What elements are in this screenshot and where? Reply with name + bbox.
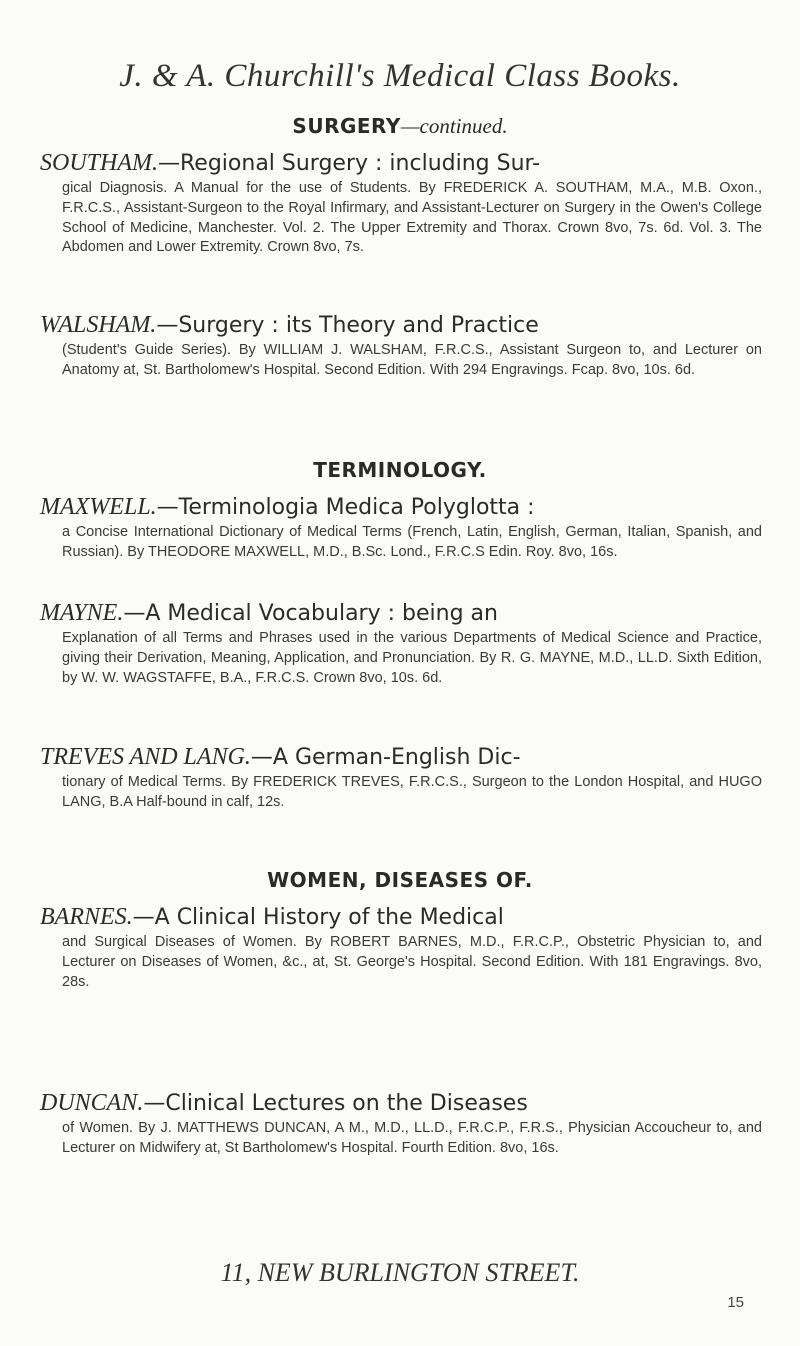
entry-title: —Surgery : its Theory and Practice xyxy=(156,313,539,338)
entry-mayne xyxy=(40,598,762,688)
entry-title: —Terminologia Medica Polyglotta : xyxy=(156,495,535,520)
entry-description: gical Diagnosis. A Manual for the use of Students. By FREDERICK A. SOUTHAM, M.A., M.B. Oxon., F.R.C.S., Assistant-Surgeon to the Royal Infirmary, and Assistant-Lecturer on Surgery in the Owen's College School of Medicine, Manchester. Vol. 2. The Upper Extremity and Thorax. Crown 8vo, 7s. 6d. Vol. 3. The Abdomen and Lower Extremity. Crown 8vo, 7s. xyxy=(62,180,762,256)
entry-description: tionary of Medical Terms. By FREDERICK TREVES, F.R.C.S., Surgeon to the London Hospital, and HUGO LANG, B.A Half-bound in calf, 12s. xyxy=(62,774,762,810)
entry-title: —A German-English Dic- xyxy=(250,745,521,770)
continued-label: —continued. xyxy=(400,114,508,138)
entry-author: BARNES. xyxy=(40,904,133,930)
entry-title: —A Medical Vocabulary : being an xyxy=(123,601,498,626)
entry-author: MAYNE. xyxy=(40,600,124,626)
entry-maxwell xyxy=(40,492,762,563)
running-header: J. & A. Churchill's Medical Class Books. xyxy=(119,58,681,94)
entry-description: Explanation of all Terms and Phrases used in the various Departments of Medical Science and Practice, giving their Derivation, Meaning, Application, and Pronunciation. By R. G. MAYNE, M.D., LL.D. Sixth Edition, by W. W. WAGSTAFFE, B.A., F.R.C.S. Crown 8vo, 10s. 6d. xyxy=(62,630,762,686)
page-number: 15 xyxy=(727,1294,744,1311)
entry-title: —Clinical Lectures on the Diseases xyxy=(143,1091,528,1116)
publisher-address: 11, NEW BURLINGTON STREET. xyxy=(220,1258,580,1287)
entry-description: a Concise International Dictionary of Medical Terms (French, Latin, English, German, Italian, Spanish, and Russian). By THEODORE MAXWELL, M.D., B.Sc. Lond., F.R.C.S Edin. Roy. 8vo, 16s. xyxy=(62,524,762,560)
entry-author: MAXWELL. xyxy=(40,494,157,520)
entry-description: (Student's Guide Series). By WILLIAM J. WALSHAM, F.R.C.S., Assistant Surgeon to, and Lecturer on Anatomy at, St. Bartholomew's Hospital. Second Edition. With 294 Engravings. Fcap. 8vo, 10s. 6d. xyxy=(62,342,762,378)
entry-author: DUNCAN. xyxy=(40,1090,144,1116)
section-heading-women: WOMEN, DISEASES OF. xyxy=(267,868,533,892)
section-heading-text: SURGERY xyxy=(292,114,401,138)
entry-duncan xyxy=(40,1088,762,1159)
entry-southam xyxy=(40,148,762,258)
entry-author: SOUTHAM. xyxy=(40,150,158,176)
section-heading-terminology: TERMINOLOGY. xyxy=(313,458,487,482)
entry-description: of Women. By J. MATTHEWS DUNCAN, A M., M.D., LL.D., F.R.C.P., F.R.S., Physician Accoucheur to, and Lecturer on Midwifery at, St Bartholomew's Hospital. Fourth Edition. 8vo, 16s. xyxy=(62,1120,762,1156)
section-heading-surgery xyxy=(0,114,800,139)
entry-author: TREVES AND LANG. xyxy=(40,744,251,770)
entry-description: and Surgical Diseases of Women. By ROBERT BARNES, M.D., F.R.C.P., Obstetric Physician to, and Lecturer on Diseases of Women, &c., at, St. George's Hospital. Second Edition. With 181 Engravings. 8vo, 28s. xyxy=(62,934,762,990)
entry-author: WALSHAM. xyxy=(40,312,157,338)
entry-title: —A Clinical History of the Medical xyxy=(132,905,504,930)
entry-treves-lang xyxy=(40,742,762,813)
entry-barnes xyxy=(40,902,762,992)
entry-walsham xyxy=(40,310,762,381)
entry-title: —Regional Surgery : including Sur- xyxy=(158,151,541,176)
